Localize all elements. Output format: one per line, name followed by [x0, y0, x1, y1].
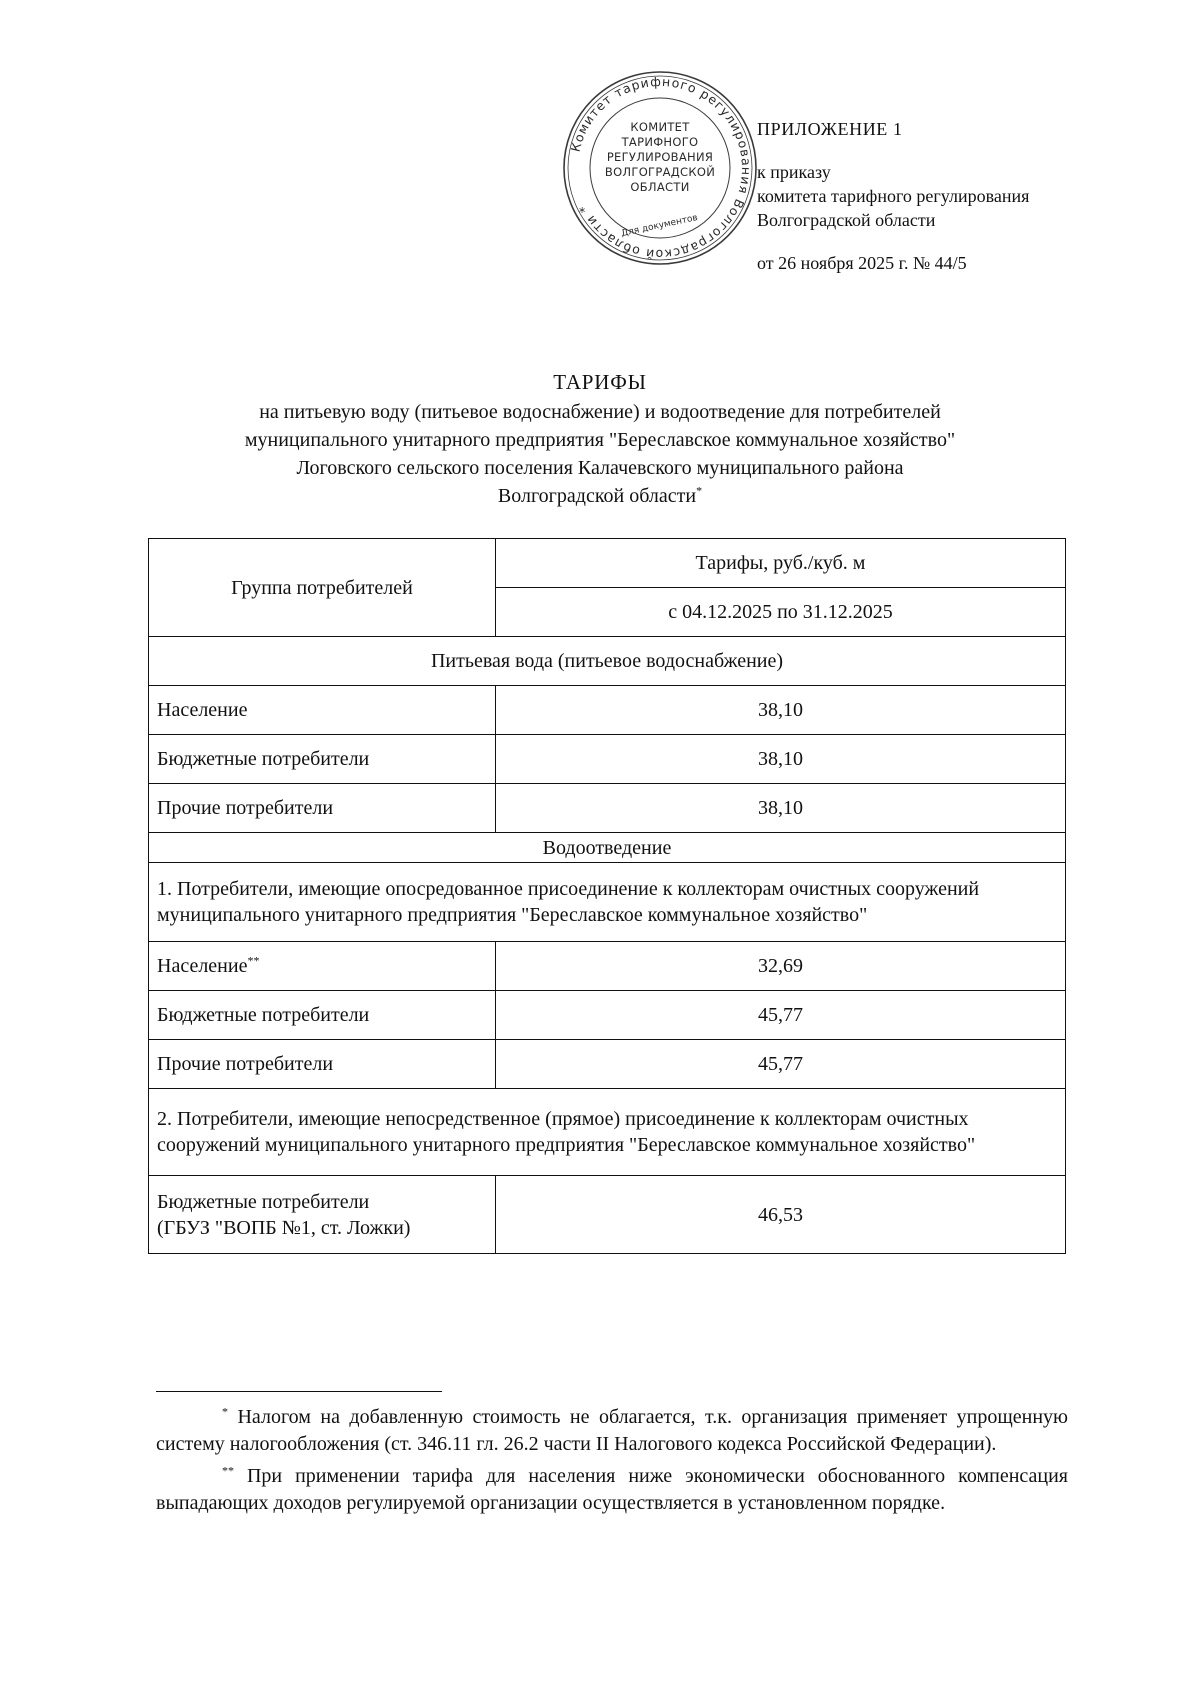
cell-value: 32,69	[496, 942, 1066, 991]
cell-group	[149, 1176, 496, 1254]
tariffs-table	[148, 538, 1066, 1254]
committee-text: комитета тарифного регулирования	[757, 186, 1030, 206]
title-line-3: Логовского сельского поселения Калачевского муниципального района	[296, 457, 904, 479]
table-row	[149, 784, 1066, 833]
official-stamp	[560, 68, 760, 268]
cell-group-line-1: Бюджетные потребители	[157, 1190, 370, 1213]
footnote-1-mark: *	[222, 1404, 228, 1419]
cell-group: Прочие потребители	[149, 1040, 496, 1089]
footnotes	[156, 1404, 1068, 1522]
table-row	[149, 686, 1066, 735]
table-row	[149, 1040, 1066, 1089]
cell-group: Население	[149, 686, 496, 735]
table-row	[149, 735, 1066, 784]
subsection-row-2	[149, 1089, 1066, 1176]
footnote-2-mark: **	[222, 1463, 234, 1478]
subsection-2-text: 2. Потребители, имеющие непосредственное (прямое) присоединение к коллекторам очистных сооружений муниципального унитарного предприятия "Береславское коммунальное хозяйство"	[149, 1089, 1066, 1176]
footnote-2	[156, 1463, 1068, 1517]
header-period: с 04.12.2025 по 31.12.2025	[496, 588, 1066, 637]
cell-value: 45,77	[496, 991, 1066, 1040]
section-sewage: Водоотведение	[149, 833, 1066, 863]
footnote-ref-1: *	[696, 483, 703, 498]
cell-group-text: Население	[157, 955, 248, 977]
subsection-1-text: 1. Потребители, имеющие опосредованное присоединение к коллекторам очистных сооружений муниципального унитарного предприятия "Береславское коммунальное хозяйство"	[149, 863, 1066, 942]
stamp-line-2: ТАРИФНОГО	[621, 135, 699, 149]
stamp-line-5: ОБЛАСТИ	[630, 180, 690, 194]
stamp-center-text	[595, 120, 725, 195]
order-date-number: от 26 ноября 2025 г. № 44/5	[757, 253, 967, 273]
svg-text:Комитет тарифного регулировани: Комитет тарифного регулирования Волгоградской области *	[567, 73, 755, 263]
title-main: ТАРИФЫ	[553, 370, 647, 394]
footnote-ref-2: **	[247, 953, 260, 968]
table-row	[149, 942, 1066, 991]
svg-text:Для документов: Для документов	[620, 213, 699, 240]
cell-value: 46,53	[496, 1176, 1066, 1254]
section-row-water	[149, 637, 1066, 686]
cell-value: 38,10	[496, 686, 1066, 735]
cell-value: 38,10	[496, 735, 1066, 784]
region-text: Волгоградской области	[757, 210, 936, 230]
section-water: Питьевая вода (питьевое водоснабжение)	[149, 637, 1066, 686]
footnote-1-text: Налогом на добавленную стоимость не облагается, т.к. организация применяет упрощенную систему налогообложения (ст. 346.11 гл. 26.2 части II Налогового кодекса Российской Федерации).	[156, 1406, 1069, 1455]
to-order-text: к приказу	[757, 162, 831, 182]
subsection-row-1	[149, 863, 1066, 942]
appendix-label: ПРИЛОЖЕНИЕ 1	[757, 119, 903, 139]
cell-group: Бюджетные потребители	[149, 991, 496, 1040]
cell-group: Бюджетные потребители	[149, 735, 496, 784]
header-tariffs: Тарифы, руб./куб. м	[496, 539, 1066, 588]
stamp-line-4: ВОЛГОГРАДСКОЙ	[604, 165, 716, 179]
appendix-header	[757, 117, 1029, 275]
cell-group-line-2: (ГБУЗ "ВОПБ №1, ст. Ложки)	[157, 1216, 411, 1239]
footnote-2-text: При применении тарифа для населения ниже экономически обоснованного компенсация выпадающих доходов регулируемой организации осуществляется в установленном порядке.	[156, 1465, 1069, 1514]
section-row-sewage	[149, 833, 1066, 863]
table-header-row	[149, 539, 1066, 588]
footnote-1	[156, 1404, 1068, 1458]
cell-group	[149, 942, 496, 991]
table-row	[149, 991, 1066, 1040]
title-line-2: муниципального унитарного предприятия "Береславское коммунальное хозяйство"	[244, 429, 956, 451]
table-row	[149, 1176, 1066, 1254]
header-consumer-group: Группа потребителей	[149, 539, 496, 637]
title-line-4-text: Волгоградской области	[497, 485, 697, 507]
document-title	[140, 368, 1060, 510]
stamp-line-3: РЕГУЛИРОВАНИЯ	[606, 150, 714, 164]
cell-group: Прочие потребители	[149, 784, 496, 833]
title-line-4	[140, 482, 1060, 510]
cell-value: 45,77	[496, 1040, 1066, 1089]
stamp-line-1: КОМИТЕТ	[630, 120, 690, 134]
footnote-divider	[156, 1391, 442, 1392]
cell-value: 38,10	[496, 784, 1066, 833]
title-line-1: на питьевую воду (питьевое водоснабжение) и водоотведение для потребителей	[259, 401, 941, 423]
